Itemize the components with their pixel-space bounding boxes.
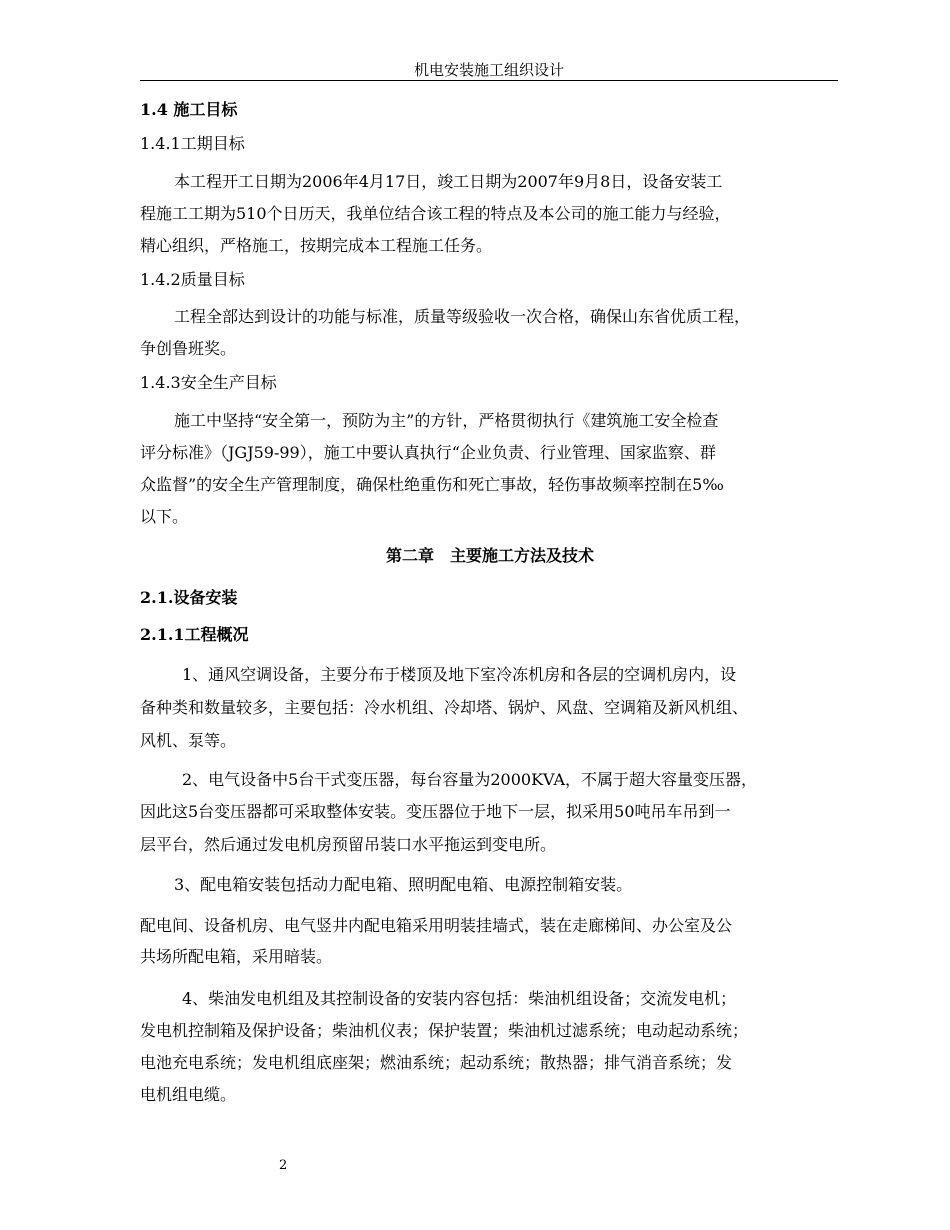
subsection-heading-1-4-2: 1.4.2质量目标: [140, 270, 245, 289]
paragraph-line: 配电间、设备机房、电气竖井内配电箱采用明装挂墙式，装在走廊梯间、办公室及公: [140, 916, 733, 935]
section-heading-1-4: 1.4 施工目标: [140, 100, 238, 119]
paragraph-line: 争创鲁班奖。: [140, 339, 237, 358]
paragraph-line: 电机组电缆。: [140, 1085, 237, 1104]
subsection-heading-1-4-3: 1.4.3安全生产目标: [140, 373, 277, 392]
paragraph-line: 因此这5台变压器都可采取整体安装。变压器位于地下一层，拟采用50吨吊车吊到一: [140, 802, 731, 821]
section-heading-2-1: 2.1.设备安装: [140, 588, 238, 607]
paragraph-line: 3、配电箱安装包括动力配电箱、照明配电箱、电源控制箱安装。: [174, 875, 633, 894]
page-number: 2: [279, 1158, 288, 1173]
paragraph-line: 众监督”的安全生产管理制度，确保杜绝重伤和死亡事故，轻伤事故频率控制在5‰: [140, 475, 724, 494]
paragraph-line: 工程全部达到设计的功能与标准，质量等级验收一次合格，确保山东省优质工程，: [174, 307, 751, 326]
paragraph-line: 2、电气设备中5台干式变压器，每台容量为2000KVA，不属于超大容量变压器，: [182, 770, 758, 789]
paragraph-line: 电池充电系统；发电机组底座架；燃油系统；起动系统；散热器；排气消音系统；发: [140, 1053, 733, 1072]
subsection-heading-1-4-1: 1.4.1工期目标: [140, 134, 245, 153]
chapter-title: 第二章 主要施工方法及技术: [385, 546, 594, 565]
paragraph-line: 以下。: [140, 507, 189, 526]
paragraph-line: 施工中坚持“安全第一，预防为主”的方针，严格贯彻执行《建筑施工安全检查: [174, 411, 719, 430]
paragraph-line: 发电机控制箱及保护设备；柴油机仪表；保护装置；柴油机过滤系统；电动起动系统；: [140, 1021, 749, 1040]
header-rule: [140, 80, 838, 81]
paragraph-line: 评分标准》（JGJ59-99），施工中要认真执行“企业负责、行业管理、国家监察、群: [140, 443, 716, 462]
paragraph-line: 风机、泵等。: [140, 731, 237, 750]
paragraph-line: 4、柴油发电机组及其控制设备的安装内容包括：柴油机组设备；交流发电机；: [182, 989, 737, 1008]
paragraph-line: 1、通风空调设备，主要分布于楼顶及地下室冷冻机房和各层的空调机房内，设: [182, 665, 737, 684]
paragraph-line: 本工程开工日期为2006年4月17日，竣工日期为2007年9月8日，设备安装工: [174, 172, 723, 191]
header-title: 机电安装施工组织设计: [413, 61, 564, 79]
paragraph-line: 备种类和数量较多，主要包括：冷水机组、冷却塔、锅炉、风盘、空调箱及新风机组、: [140, 698, 749, 717]
paragraph-line: 层平台，然后通过发电机房预留吊装口水平拖运到变电所。: [140, 835, 557, 854]
subsection-heading-2-1-1: 2.1.1工程概况: [140, 625, 249, 644]
paragraph-line: 精心组织，严格施工，按期完成本工程施工任务。: [140, 236, 493, 255]
paragraph-line: 共场所配电箱，采用暗装。: [140, 947, 333, 966]
paragraph-line: 程施工工期为510个日历天，我单位结合该工程的特点及本公司的施工能力与经验，: [140, 204, 731, 223]
